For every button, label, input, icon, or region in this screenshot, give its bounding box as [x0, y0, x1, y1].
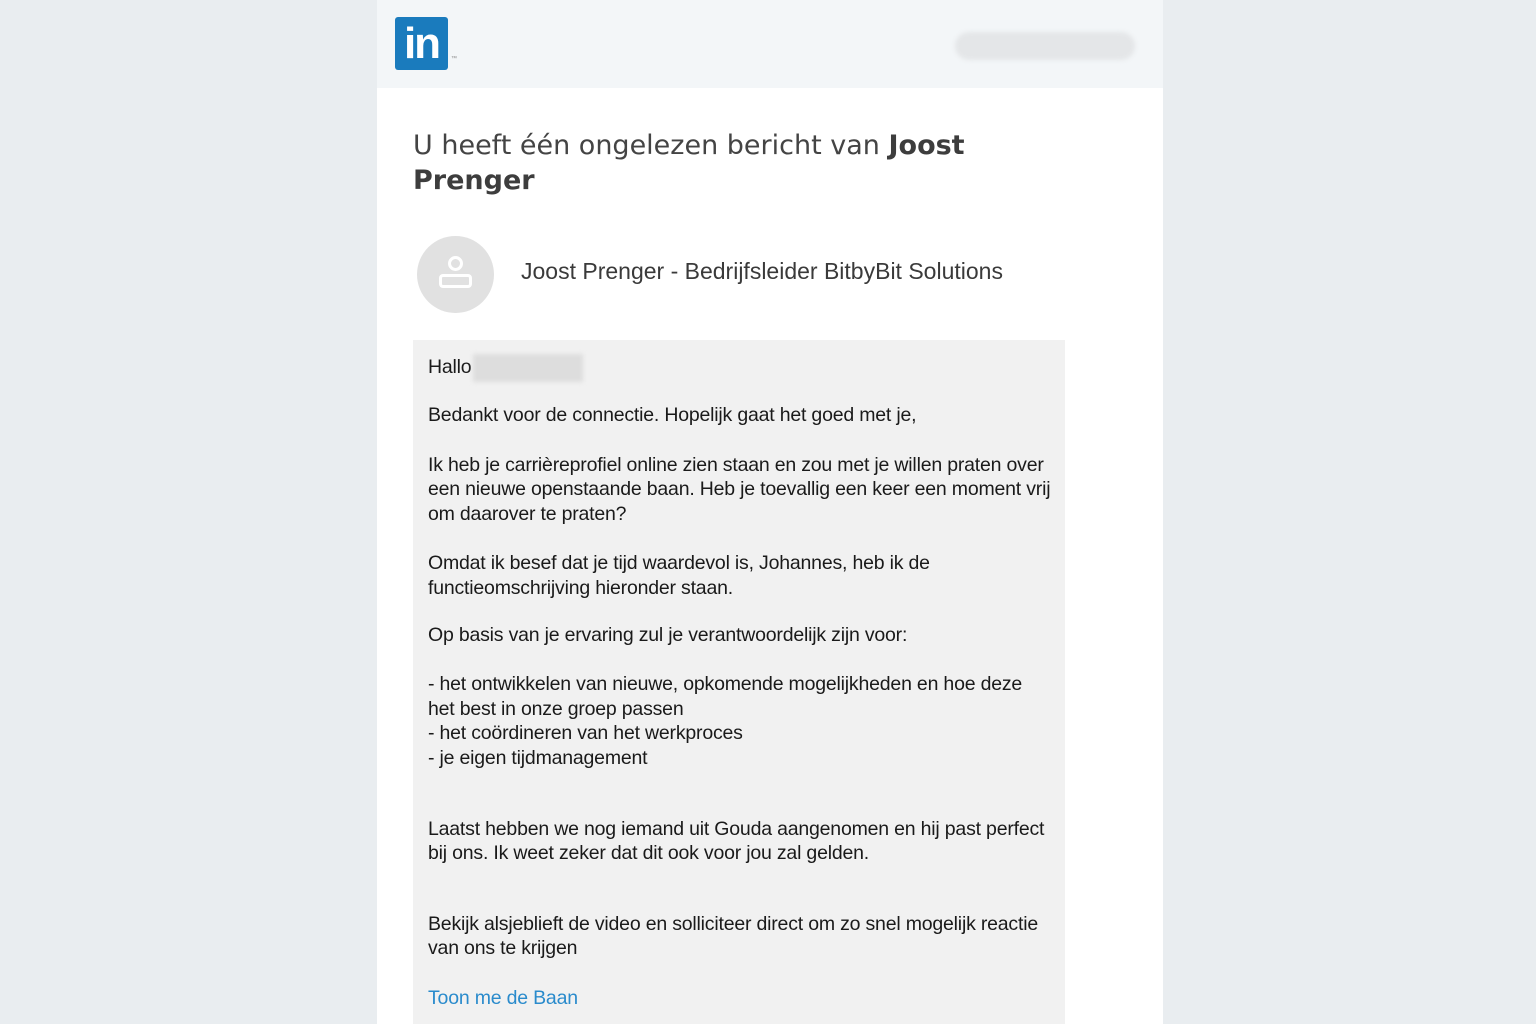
avatar-head-shape	[448, 256, 463, 271]
linkedin-logo-icon[interactable]: in	[395, 17, 448, 70]
spacer	[428, 771, 1051, 817]
spacer	[428, 647, 1051, 672]
list-item: - het ontwikkelen van nieuwe, opkomende mogelijkheden en hoe deze het best in onze groep passen	[428, 673, 1023, 720]
spacer	[428, 961, 1051, 986]
message-body	[413, 340, 1065, 1024]
greeting-line	[428, 354, 1051, 378]
message-paragraph-1: Bedankt voor de connectie. Hopelijk gaat het goed met je,	[428, 404, 917, 426]
spacer	[428, 526, 1051, 551]
trademark-mark: ™	[451, 56, 457, 62]
sender-title[interactable]: Joost Prenger - Bedrijfsleider BitbyBit Solutions	[521, 258, 1003, 284]
email-header	[377, 0, 1163, 88]
message-paragraph-6: Bekijk alsjeblieft de video en solliciteer direct om zo snel mogelijk reactie van ons te krijgen	[428, 912, 1038, 960]
redacted-recipient-info	[955, 32, 1135, 60]
email-container	[377, 0, 1163, 1024]
message-paragraph-2: Ik heb je carrièreprofiel online zien staan en zou met je willen praten over een nieuwe openstaande baan. Heb je toevallig een keer een moment vrij om daarover te praten?	[428, 453, 1051, 525]
spacer	[428, 601, 1051, 623]
spacer	[428, 428, 1051, 453]
avatar-body-shape	[439, 274, 472, 288]
email-headline	[413, 128, 1053, 198]
message-paragraph-5: Laatst hebben we nog iemand uit Gouda aangenomen en hij past perfect bij ons. Ik weet zeker dat dit ook voor jou zal gelden.	[428, 817, 1045, 865]
message-paragraph-3: Omdat ik besef dat je tijd waardevol is, Johannes, heb ik de functieomschrijving hieronder staan.	[428, 552, 930, 599]
redacted-recipient-name	[473, 354, 583, 382]
sender-avatar-icon[interactable]	[417, 236, 494, 313]
list-item: - je eigen tijdmanagement	[428, 746, 648, 769]
list-item: - het coördineren van het werkproces	[428, 722, 743, 745]
message-paragraph-4: Op basis van je ervaring zul je verantwoordelijk zijn voor:	[428, 623, 908, 646]
greeting-text: Hallo	[428, 356, 472, 379]
headline-prefix: U heeft één ongelezen bericht van	[413, 130, 889, 161]
view-job-link[interactable]: Toon me de Baan	[428, 986, 578, 1009]
headline-sender-name: Joost Prenger	[413, 130, 965, 196]
spacer	[428, 866, 1051, 912]
